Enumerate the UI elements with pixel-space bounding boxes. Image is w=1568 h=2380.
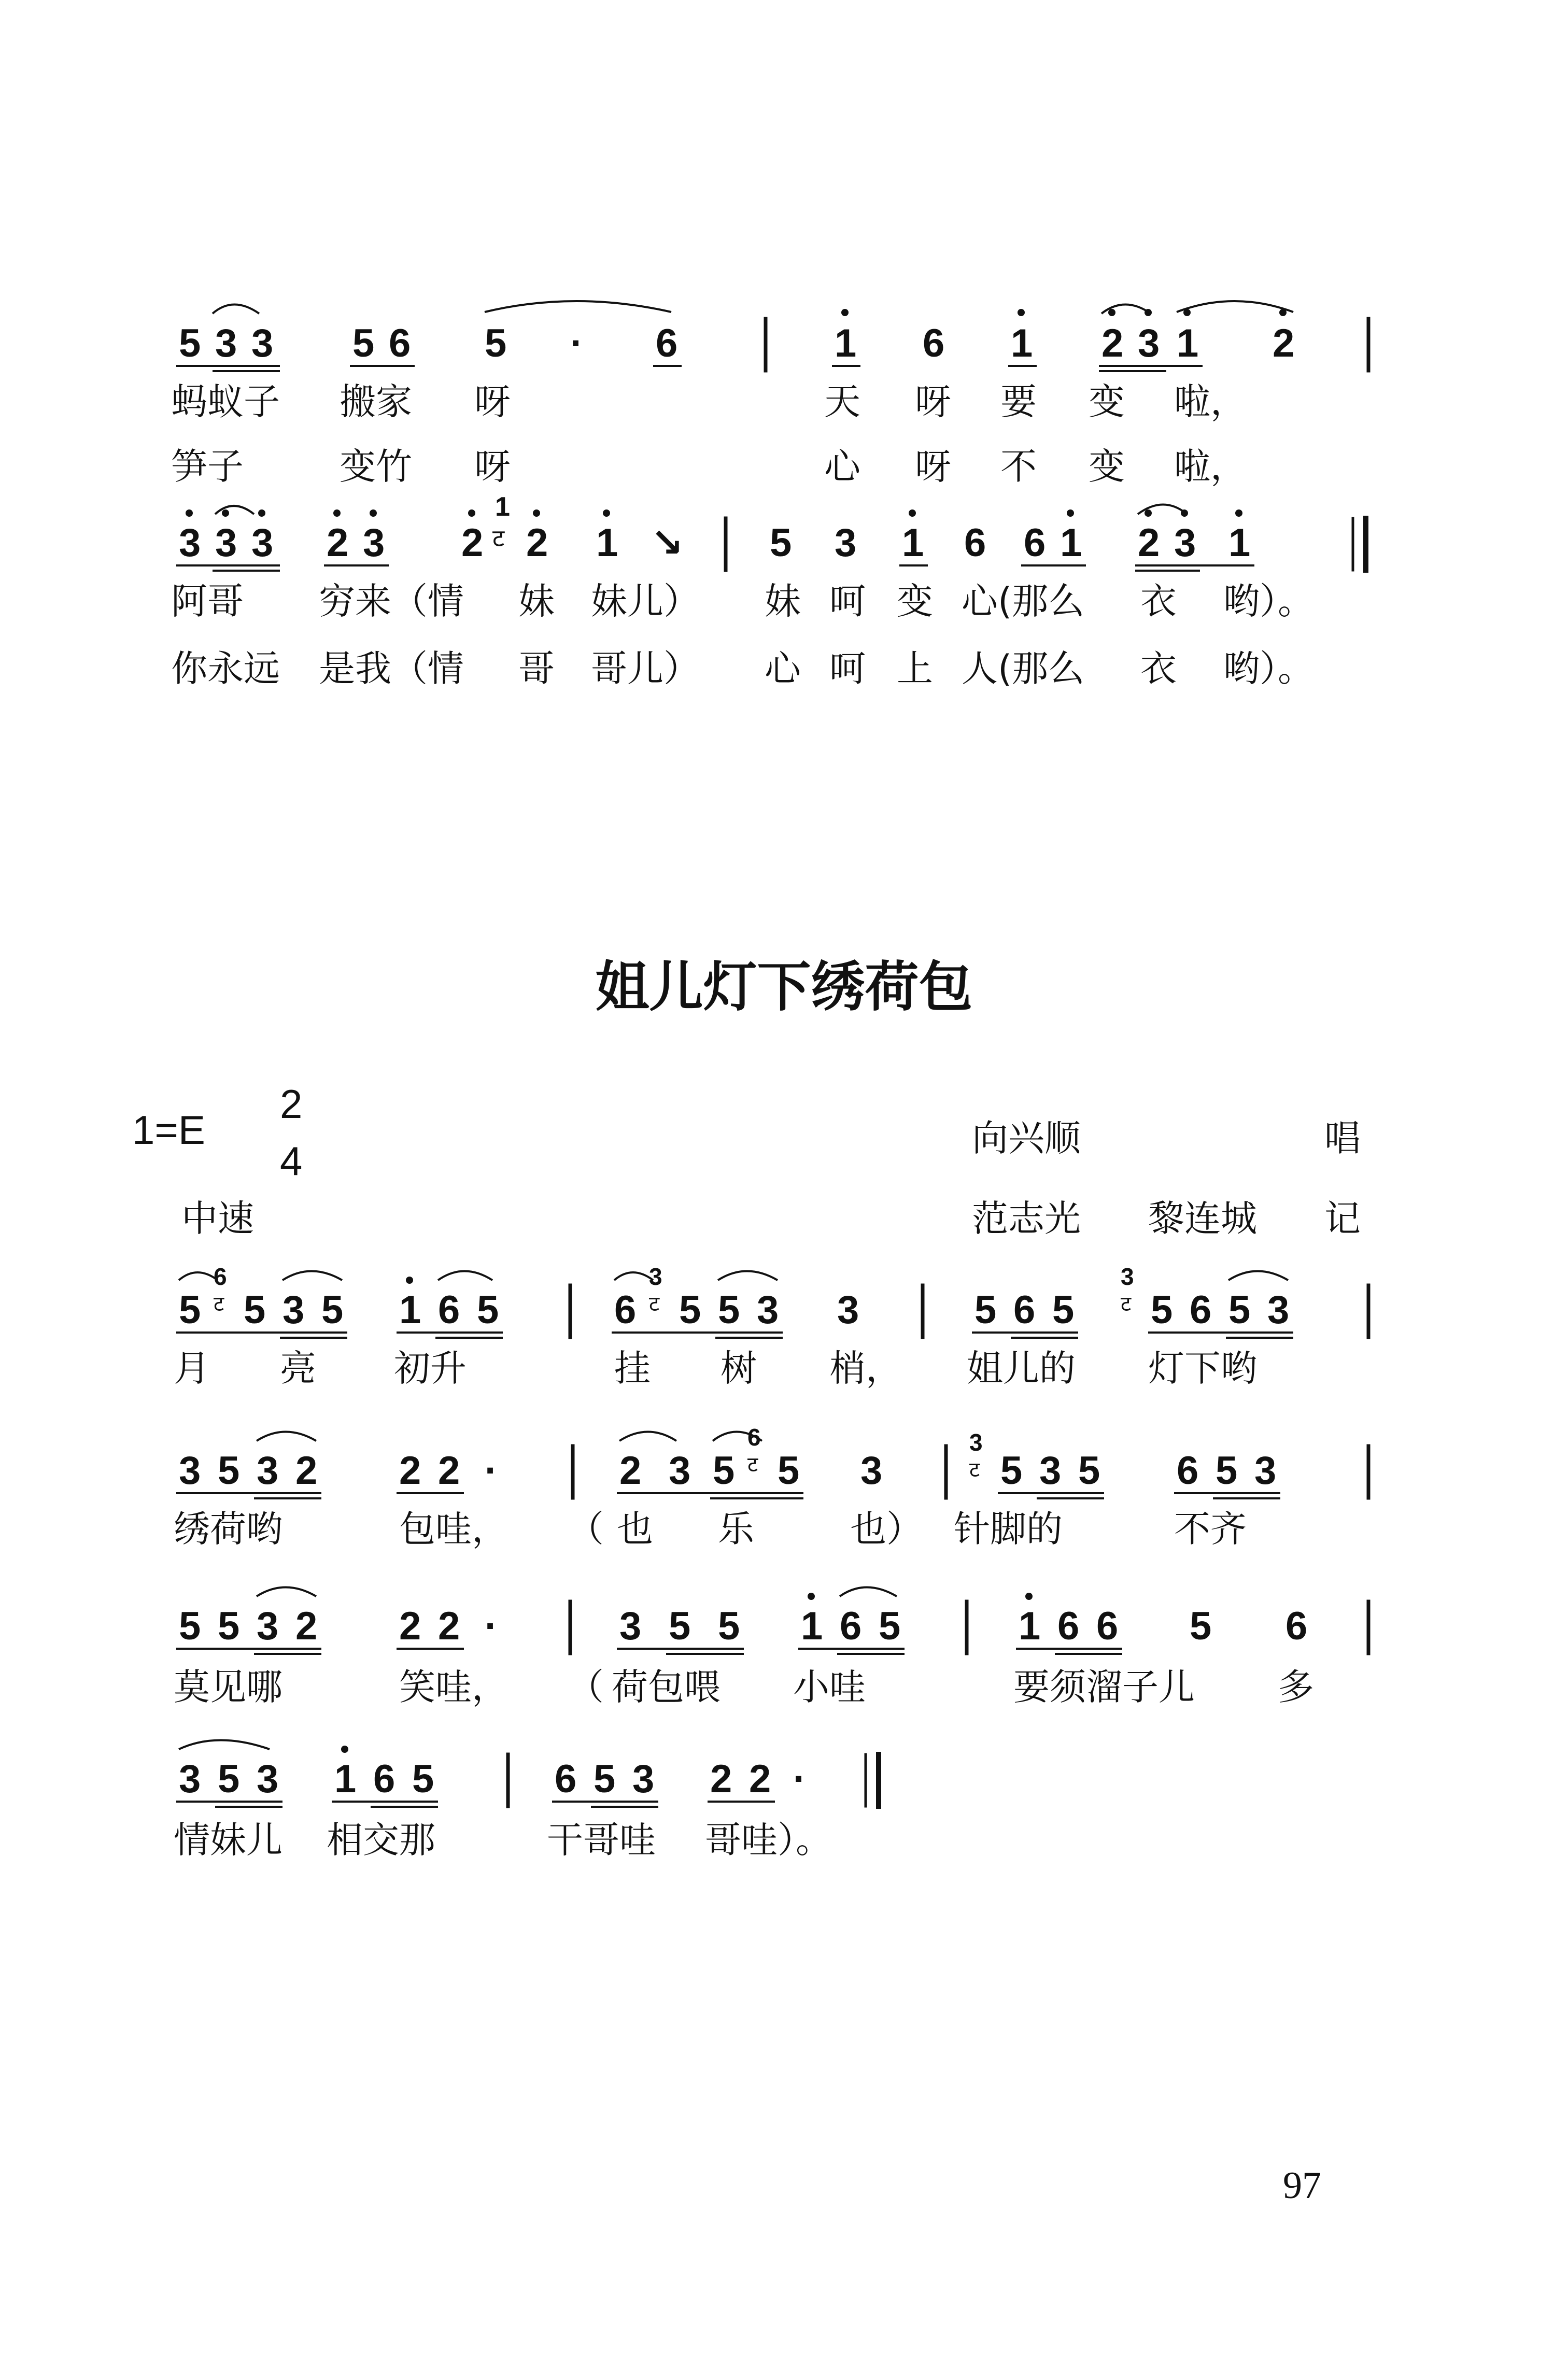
- note: 6: [1177, 1449, 1199, 1493]
- note: 2: [399, 1449, 421, 1493]
- note: 5: [321, 1288, 344, 1332]
- grace-note: 3: [1121, 1263, 1134, 1290]
- note: 3: [669, 1449, 691, 1493]
- note: 2: [1138, 521, 1160, 565]
- note: 5: [477, 1288, 499, 1332]
- note: 3: [251, 321, 274, 365]
- lyric: 干哥哇: [547, 1819, 656, 1861]
- note: 3: [1039, 1449, 1062, 1493]
- note: 2: [1101, 321, 1124, 365]
- lyric: 变: [1089, 445, 1125, 488]
- note: 3: [257, 1757, 279, 1801]
- note: 6: [840, 1604, 862, 1648]
- lyric: 笑哇，: [399, 1666, 508, 1708]
- lyric: 情妹儿: [174, 1819, 282, 1861]
- note: 3: [837, 1288, 859, 1332]
- lyric: 是我（情: [319, 647, 464, 690]
- time-signature-bottom: 4: [280, 1138, 303, 1184]
- lyric: 呀: [915, 380, 951, 423]
- recorder-name: 范志光: [972, 1197, 1081, 1240]
- lyric: 绣荷哟: [174, 1508, 282, 1550]
- note: 5: [669, 1604, 691, 1648]
- note: 3: [632, 1757, 655, 1801]
- note: 2: [749, 1757, 771, 1801]
- lyric: 呀: [474, 380, 511, 423]
- note: 5: [1228, 1288, 1251, 1332]
- lyric: 搬家: [340, 380, 412, 423]
- lyric: 衣: [1140, 580, 1177, 622]
- note: 3: [257, 1449, 279, 1493]
- note: 1: [801, 1604, 823, 1648]
- recorder-role: 记: [1324, 1197, 1361, 1240]
- note: 6: [1024, 521, 1046, 565]
- note: 6: [656, 321, 678, 365]
- lyric: 哟）。: [1223, 647, 1314, 690]
- note: 5: [218, 1757, 240, 1801]
- note: 3: [619, 1604, 642, 1648]
- note: 6: [1057, 1604, 1080, 1648]
- lyric: 月: [174, 1347, 210, 1390]
- tempo-marking: 中速: [181, 1197, 254, 1240]
- grace-note: ट: [492, 525, 505, 551]
- note: 6: [555, 1757, 577, 1801]
- lyric: 姐儿的: [967, 1347, 1076, 1390]
- lyric: 初升: [394, 1347, 467, 1390]
- note: 6: [1190, 1288, 1212, 1332]
- note: 3: [1138, 321, 1160, 365]
- note: 3: [179, 521, 201, 565]
- note: 3: [179, 1449, 201, 1493]
- note: 3: [860, 1449, 883, 1493]
- lyric: 阿哥: [171, 580, 244, 622]
- lyric: 乐: [718, 1508, 754, 1550]
- grace-note: ट: [1121, 1293, 1132, 1315]
- singer-name: 向兴顺: [972, 1117, 1081, 1159]
- note: 5: [1078, 1449, 1100, 1493]
- lyric: 亮: [280, 1347, 316, 1390]
- lyric: 妹儿）: [591, 580, 700, 622]
- note: 3: [1254, 1449, 1277, 1493]
- lyric: 衣: [1140, 647, 1177, 690]
- note: 3: [179, 1757, 201, 1801]
- note: 5: [218, 1604, 240, 1648]
- lyric: 上: [897, 647, 933, 690]
- note: 5: [485, 321, 507, 365]
- note: 3: [257, 1604, 279, 1648]
- lyric: 蚂蚁子: [171, 380, 280, 423]
- note: 5: [218, 1449, 240, 1493]
- note: 6: [614, 1288, 637, 1332]
- note: 1: [1011, 321, 1033, 365]
- grace-note: 3: [969, 1429, 983, 1456]
- note: 1: [1060, 521, 1082, 565]
- arrow-down-right-icon: ↘: [651, 521, 684, 565]
- grace-note: 6: [214, 1263, 227, 1290]
- note: 5: [1000, 1449, 1023, 1493]
- lyric: 变: [897, 580, 933, 622]
- lyric: 哥哇）。: [705, 1819, 832, 1861]
- note: 5: [594, 1757, 616, 1801]
- lyric: 变: [1089, 380, 1125, 423]
- note: 1: [902, 521, 924, 565]
- lyric: 也）: [850, 1508, 923, 1550]
- note: 1: [1228, 521, 1251, 565]
- lyric: 莫见哪: [174, 1666, 282, 1708]
- lyric: 也: [617, 1508, 653, 1550]
- note: 3: [363, 521, 385, 565]
- note: 6: [1013, 1288, 1036, 1332]
- lyric: 妹: [765, 580, 801, 622]
- beam-underlines: [176, 366, 1293, 1807]
- lyric: 天: [824, 380, 860, 423]
- note: 3: [282, 1288, 305, 1332]
- note: 5: [244, 1288, 266, 1332]
- note: 5: [179, 1288, 201, 1332]
- note: 2: [295, 1604, 318, 1648]
- note: 1: [835, 321, 857, 365]
- lyric: 包哇，: [399, 1508, 508, 1550]
- note: 2: [710, 1757, 732, 1801]
- lyric: 啦，: [1174, 380, 1247, 423]
- lyric: 相交那: [327, 1819, 435, 1861]
- note: 5: [718, 1604, 740, 1648]
- note: 6: [438, 1288, 460, 1332]
- lyric: 人(那么: [962, 647, 1085, 690]
- lyric: 多: [1278, 1666, 1314, 1708]
- lyric: 荷包喂: [612, 1666, 721, 1708]
- note: 2: [295, 1449, 318, 1493]
- key-signature: 1=E: [132, 1107, 205, 1153]
- note: 5: [1151, 1288, 1173, 1332]
- slurs: [179, 301, 1293, 1749]
- lyric: 灯下哟: [1148, 1347, 1257, 1390]
- note: 1: [1177, 321, 1199, 365]
- lyric: 妹: [518, 580, 555, 622]
- lyric: 心: [765, 647, 801, 690]
- lyric: （: [568, 1508, 604, 1550]
- note: 2: [438, 1449, 460, 1493]
- note: 6: [964, 521, 986, 565]
- grace-note: 1: [495, 492, 510, 522]
- bar-lines: [508, 319, 1368, 1806]
- grace-note: 6: [747, 1424, 761, 1451]
- note: 3: [215, 521, 237, 565]
- note: 5: [179, 321, 201, 365]
- lyric: 哟）。: [1223, 580, 1314, 622]
- note: 3: [215, 321, 237, 365]
- lyric: 变竹: [340, 445, 412, 488]
- lyric: 呀: [915, 445, 951, 488]
- lyric: 心(那么: [962, 580, 1085, 622]
- lyric: 你永远: [171, 647, 280, 690]
- note: 5: [778, 1449, 800, 1493]
- lyric: 针脚的: [954, 1508, 1063, 1550]
- lyric: 呵: [829, 580, 866, 622]
- dot: ·: [485, 1449, 498, 1493]
- note: 6: [923, 321, 945, 365]
- lyric: （: [568, 1666, 604, 1708]
- dot: ·: [570, 321, 584, 365]
- note: 1: [1019, 1604, 1041, 1648]
- note: 6: [389, 321, 411, 365]
- note: 2: [399, 1604, 421, 1648]
- lyric: 啦，: [1174, 445, 1247, 488]
- lyric: 不齐: [1174, 1508, 1247, 1550]
- recorder-name: 黎连城: [1148, 1197, 1257, 1240]
- singer-role: 唱: [1324, 1117, 1361, 1159]
- lyric: 呀: [474, 445, 511, 488]
- note: 5: [879, 1604, 901, 1648]
- note: 3: [1267, 1288, 1290, 1332]
- lyric: 笋子: [171, 445, 244, 488]
- note: 2: [327, 521, 349, 565]
- note: 5: [1216, 1449, 1238, 1493]
- note: 5: [974, 1288, 997, 1332]
- note: 5: [713, 1449, 735, 1493]
- lyric: 树: [721, 1347, 757, 1390]
- octave-dots: [186, 309, 1290, 1753]
- note: 6: [1096, 1604, 1119, 1648]
- grace-note: ट: [969, 1458, 980, 1481]
- lyric: 要须溜子儿: [1013, 1666, 1195, 1708]
- note: 5: [679, 1288, 701, 1332]
- lyric: 挂: [614, 1347, 651, 1390]
- note: 2: [526, 521, 548, 565]
- lyric: 梢，: [829, 1347, 902, 1390]
- grace-note: ट: [649, 1293, 660, 1315]
- dot: ·: [485, 1604, 498, 1648]
- note: 3: [251, 521, 274, 565]
- note: 3: [1174, 521, 1196, 565]
- note: 1: [596, 521, 618, 565]
- note: 3: [835, 521, 857, 565]
- note: 5: [770, 521, 792, 565]
- lyric: 穷来（情: [319, 580, 464, 622]
- note: 6: [1286, 1604, 1308, 1648]
- lyric: 呵: [829, 647, 866, 690]
- dot: ·: [793, 1757, 807, 1801]
- note: 5: [179, 1604, 201, 1648]
- grace-note: ट: [214, 1293, 224, 1315]
- song-title: 姐儿灯下绣荷包: [595, 955, 973, 1018]
- note: 2: [1273, 321, 1295, 365]
- note: 6: [373, 1757, 395, 1801]
- page-number: 97: [1283, 2164, 1321, 2207]
- note: 1: [334, 1757, 357, 1801]
- note: 3: [757, 1288, 779, 1332]
- note: 2: [461, 521, 484, 565]
- lyric: 哥: [518, 647, 555, 690]
- note: 5: [718, 1288, 740, 1332]
- lyric: 哥儿）: [591, 647, 700, 690]
- note: 1: [399, 1288, 421, 1332]
- time-signature-top: 2: [280, 1081, 303, 1127]
- note: 2: [619, 1449, 642, 1493]
- note: 5: [412, 1757, 434, 1801]
- note: 2: [438, 1604, 460, 1648]
- note: 5: [1052, 1288, 1075, 1332]
- lyric: 不: [1000, 445, 1037, 488]
- lyric: 小哇: [793, 1666, 866, 1708]
- lyric: 要: [1000, 380, 1037, 423]
- lyric: 心: [824, 445, 860, 488]
- grace-note: 3: [649, 1263, 662, 1290]
- note: 5: [1190, 1604, 1212, 1648]
- grace-note: ट: [747, 1453, 758, 1476]
- note: 5: [352, 321, 375, 365]
